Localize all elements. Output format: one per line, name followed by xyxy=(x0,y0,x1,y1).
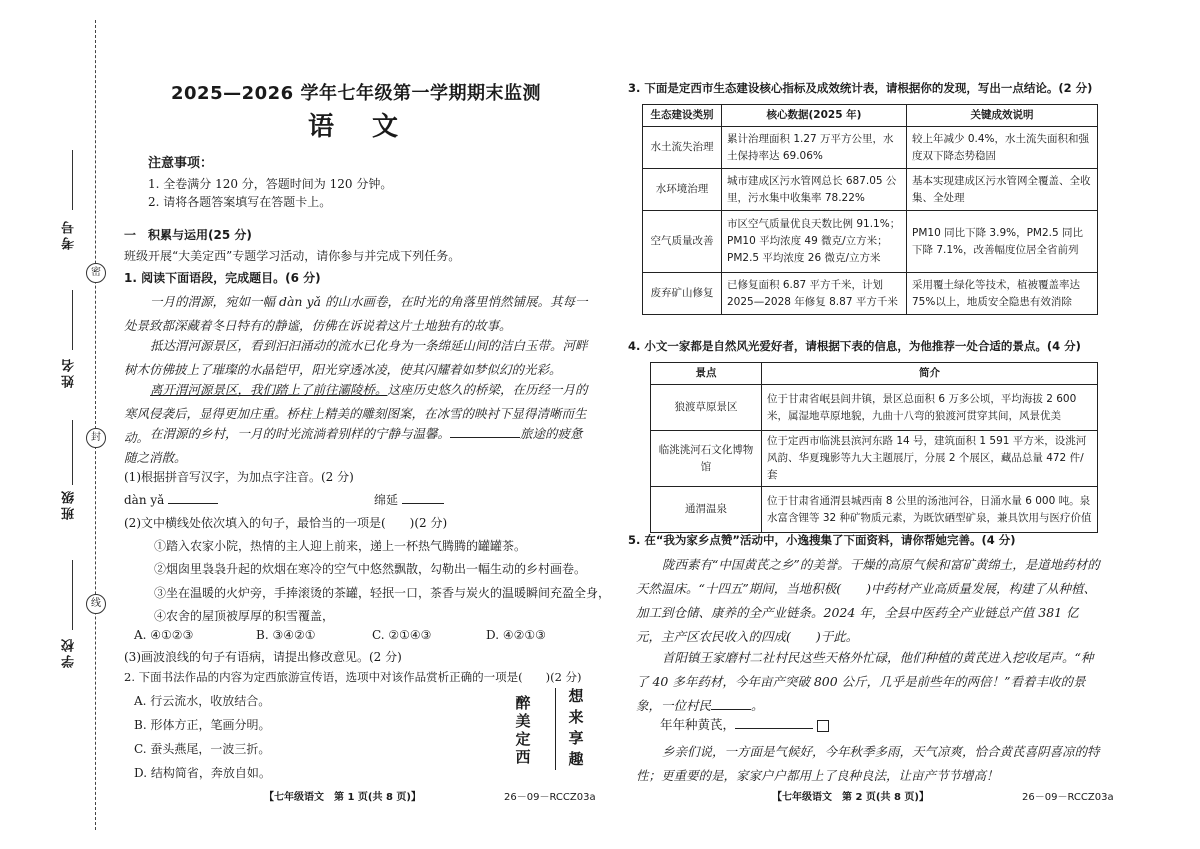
table-cell: 市区空气质量优良天数比例 91.1%；PM10 平均浓度 49 微克/立方米；PM2.5 平均浓度 26 微克/立方米 xyxy=(722,211,907,273)
table-cell: 位于甘肃省通渭县城西南 8 公里的汤池河谷，日涌水量 6 000 吨。泉水富含锂等 32 种矿物质元素，为既饮硒型矿泉，兼具饮用与医疗价值 xyxy=(762,487,1098,533)
sub-question-1: (1)根据拼音写汉字，为加点字注音。(2 分) xyxy=(124,470,354,484)
table-cell: 城市建成区污水管网总长 687.05 公里，污水集中收集率 78.22% xyxy=(722,169,907,211)
table-header: 关键成效说明 xyxy=(907,105,1098,127)
table-cell: 位于甘肃省岷县闾井镇，景区总面积 6 万多公顷，平均海拔 2 600 米，属湿地草原地貌，九曲十八弯的狼渡河贯穿其间，风景优美 xyxy=(762,385,1098,431)
page-1 xyxy=(116,0,611,849)
answer-blank[interactable] xyxy=(711,709,751,710)
exam-number-label: 考号 xyxy=(62,218,77,250)
sub-question-2: (2)文中横线处依次填入的句子，最恰当的一项是( )(2 分) xyxy=(124,516,448,530)
reading-paragraph-1: 一月的渭源，宛如一幅 dàn yǎ 的山水画卷，在时光的角落里悄然铺展。其每一处景致都深藏着冬日特有的静谧，仿佛在诉说着这片土地独有的故事。 xyxy=(124,294,588,333)
answer-blank[interactable] xyxy=(168,503,218,504)
notice-item: 1. 全卷满分 120 分，答题时间为 120 分钟。 xyxy=(148,177,393,191)
q5-paragraph-2: 首阳镇王家磨村二社村民这些天格外忙碌，他们种植的黄芪进入挖收尾声。“种了 40 多年药材，今年亩产突破 800 公斤，几乎是前些年的两倍！”看着丰收的景象，一位村民 。 xyxy=(636,650,1094,713)
choice-d[interactable]: D. ④②①③ xyxy=(486,628,546,642)
seal-hole-2: 封 xyxy=(86,428,106,448)
table-row xyxy=(651,431,1098,487)
reading-paragraph-2: 抵达渭河源景区，看到汩汩涌动的流水已化身为一条绵延山间的洁白玉带。河畔树木仿佛披上了璀璨的水晶铠甲，阳光穿透冰凌，使其闪耀着如梦似幻的光彩。 xyxy=(124,338,588,377)
q2-option-a[interactable]: A. 行云流水，收放结合。 xyxy=(134,694,271,708)
sentence-option: ②烟囱里袅袅升起的炊烟在寒冷的空气中悠然飘散，勾勒出一幅生动的乡村画卷。 xyxy=(154,562,587,576)
q5-verse-line: 年年种黄芪， xyxy=(660,716,829,735)
table-cell: 临洮洮河石文化博物馆 xyxy=(651,431,762,487)
question-3-stem: 3. 下面是定西市生态建设核心指标及成效统计表，请根据你的发现，写出一点结论。(2 分) xyxy=(628,81,1093,95)
table-row xyxy=(643,169,1098,211)
calligraphy-left-column: 醉美定西 xyxy=(515,694,531,766)
table-cell: 空气质量改善 xyxy=(643,211,722,273)
sub-question-3: (3)画波浪线的句子有语病，请提出修改意见。(2 分) xyxy=(124,650,402,664)
table-cell: 采用覆土绿化等技术，植被覆盖率达 75%以上，地质安全隐患有效消除 xyxy=(907,273,1098,315)
table-row xyxy=(651,385,1098,431)
table-cell: 基本实现建成区污水管网全覆盖、全收集、全处理 xyxy=(907,169,1098,211)
sentence-option: ④农舍的屋顶被厚厚的积雪覆盖， xyxy=(154,609,335,623)
name-label: 姓名 xyxy=(62,356,77,388)
calligraphy-right-column: 想来享趣 xyxy=(568,687,584,768)
choice-b[interactable]: B. ③④②① xyxy=(256,628,316,642)
table-cell: 已修复面积 6.87 平方千米，计划 2025—2028 年修复 8.87 平方千米 xyxy=(722,273,907,315)
table-header: 简介 xyxy=(762,363,1098,385)
subject-title: 语文 xyxy=(308,112,437,142)
question-2-stem: 2. 下面书法作品的内容为定西旅游宣传语，选项中对该作品赏析正确的一项是( )(2 分) xyxy=(124,670,582,684)
answer-blank[interactable] xyxy=(402,503,444,504)
seal-hole-3: 线 xyxy=(86,594,106,614)
page-2 xyxy=(628,0,1114,849)
pinyin-item: dàn yǎ xyxy=(124,491,218,509)
name-line[interactable] xyxy=(72,290,73,350)
table-header: 景点 xyxy=(651,363,762,385)
school-label: 学校 xyxy=(62,636,77,668)
table-header: 生态建设类别 xyxy=(643,105,722,127)
school-line[interactable] xyxy=(72,560,73,630)
q5-paragraph-3: 乡亲们说，一方面是气候好，今年秋季多雨，天气凉爽，恰合黄芪喜阴喜凉的特性；更重要的是，家家户户都用上了良种良法，让亩产节节增高！ xyxy=(636,744,1100,783)
reading-paragraph-3: 离开渭河源景区，我们踏上了前往灞陵桥。这座历史悠久的桥梁，在历经一月的寒风侵袭后，显得更加庄重。桥柱上精美的雕刻图案，在冰雪的映衬下显得清晰而生动。 xyxy=(124,382,588,445)
table-cell: 废弃矿山修复 xyxy=(643,273,722,315)
ecology-table xyxy=(642,104,1098,315)
annotate-item: 绵延 xyxy=(374,491,444,509)
answer-box[interactable] xyxy=(817,720,829,732)
question-5-stem: 5. 在“我为家乡点赞”活动中，小逸搜集了下面资料，请你帮她完善。(4 分) xyxy=(628,533,1016,547)
choice-a[interactable]: A. ④①②③ xyxy=(134,628,194,642)
q2-option-d[interactable]: D. 结构简省，奔放自如。 xyxy=(134,766,271,780)
reading-paragraph-4: 在渭源的乡村，一月的时光流淌着别样的宁静与温馨。 旅途的疲惫随之消散。 xyxy=(124,426,583,465)
table-row xyxy=(643,211,1098,273)
scenic-spot-table xyxy=(650,362,1098,533)
seal-dashed-line xyxy=(95,20,96,830)
table-row xyxy=(643,127,1098,169)
task-intro: 班级开展“大美定西”专题学习活动，请你参与并完成下列任务。 xyxy=(124,249,461,263)
calligraphy-artwork xyxy=(511,686,599,774)
page-footer-left: 【七年级语文 第 1 页(共 8 页)】 xyxy=(264,792,421,803)
section-heading: 一 积累与运用(25 分) xyxy=(124,228,252,242)
wavy-underlined-sentence: 离开渭河源景区，我们踏上了前往灞陵桥。 xyxy=(150,382,388,397)
answer-blank[interactable] xyxy=(450,437,520,438)
exam-number-line[interactable] xyxy=(72,150,73,210)
page-footer-code: 26－09－RCCZ03a xyxy=(504,792,596,803)
binding-margin xyxy=(0,0,112,849)
question-4-stem: 4. 小文一家都是自然风光爱好者，请根据下表的信息，为他推荐一处合适的景点。(4 分) xyxy=(628,339,1081,353)
table-row xyxy=(643,273,1098,315)
calligraphy-divider xyxy=(555,688,556,770)
page-footer-code: 26－09－RCCZ03a xyxy=(1022,792,1114,803)
table-cell: 通渭温泉 xyxy=(651,487,762,533)
page-footer-left: 【七年级语文 第 2 页(共 8 页)】 xyxy=(772,792,929,803)
table-header: 核心数据(2025 年) xyxy=(722,105,907,127)
table-cell: 位于定西市临洮县滨河东路 14 号，建筑面积 1 591 平方米，设洮河风韵、华夏瑰影等九大主题展厅，分展 2 个展区，藏品总量 472 件/套 xyxy=(762,431,1098,487)
q2-option-c[interactable]: C. 蚕头燕尾，一波三折。 xyxy=(134,742,271,756)
class-label: 班级 xyxy=(62,488,77,520)
choice-c[interactable]: C. ②①④③ xyxy=(372,628,432,642)
answer-blank[interactable] xyxy=(735,728,813,729)
exam-title: 2025—2026 学年七年级第一学期期末监测 xyxy=(171,83,541,104)
table-header-row xyxy=(643,105,1098,127)
q2-option-b[interactable]: B. 形体方正，笔画分明。 xyxy=(134,718,271,732)
q5-paragraph-1: 陇西素有“中国黄芪之乡”的美誉。干燥的高原气候和富矿黄绵土，是道地药材的天然温床。“十四五”期间，当地积极( )中药材产业高质量发展，构建了从种植、加工到仓储、康养的全产业链条。2024 年，全县中医药全产业链总产值 381 亿元，主产区农民收入的四成( )于此。 xyxy=(636,557,1100,644)
sentence-option: ①踏入农家小院，热情的主人迎上前来，递上一杯热气腾腾的罐罐茶。 xyxy=(154,539,527,553)
seal-hole-1: 密 xyxy=(86,263,106,283)
table-cell: 较上年减少 0.4%，水土流失面积和强度双下降态势稳固 xyxy=(907,127,1098,169)
question-1-stem: 1. 阅读下面语段，完成题目。(6 分) xyxy=(124,271,321,285)
sentence-option: ③坐在温暖的火炉旁，手捧滚烫的茶罐，轻抿一口，茶香与炭火的温暖瞬间充盈全身， xyxy=(154,586,611,600)
notice-item: 2. 请将各题答案填写在答题卡上。 xyxy=(148,195,332,209)
table-cell: 水环境治理 xyxy=(643,169,722,211)
table-cell: 狼渡草原景区 xyxy=(651,385,762,431)
table-row xyxy=(651,487,1098,533)
class-line[interactable] xyxy=(72,420,73,485)
notice-title: 注意事项： xyxy=(148,156,214,171)
table-cell: 水土流失治理 xyxy=(643,127,722,169)
table-header-row xyxy=(651,363,1098,385)
table-cell: PM10 同比下降 3.9%，PM2.5 同比下降 7.1%，改善幅度位居全省前列 xyxy=(907,211,1098,273)
table-cell: 累计治理面积 1.27 万平方公里，水土保持率达 69.06% xyxy=(722,127,907,169)
